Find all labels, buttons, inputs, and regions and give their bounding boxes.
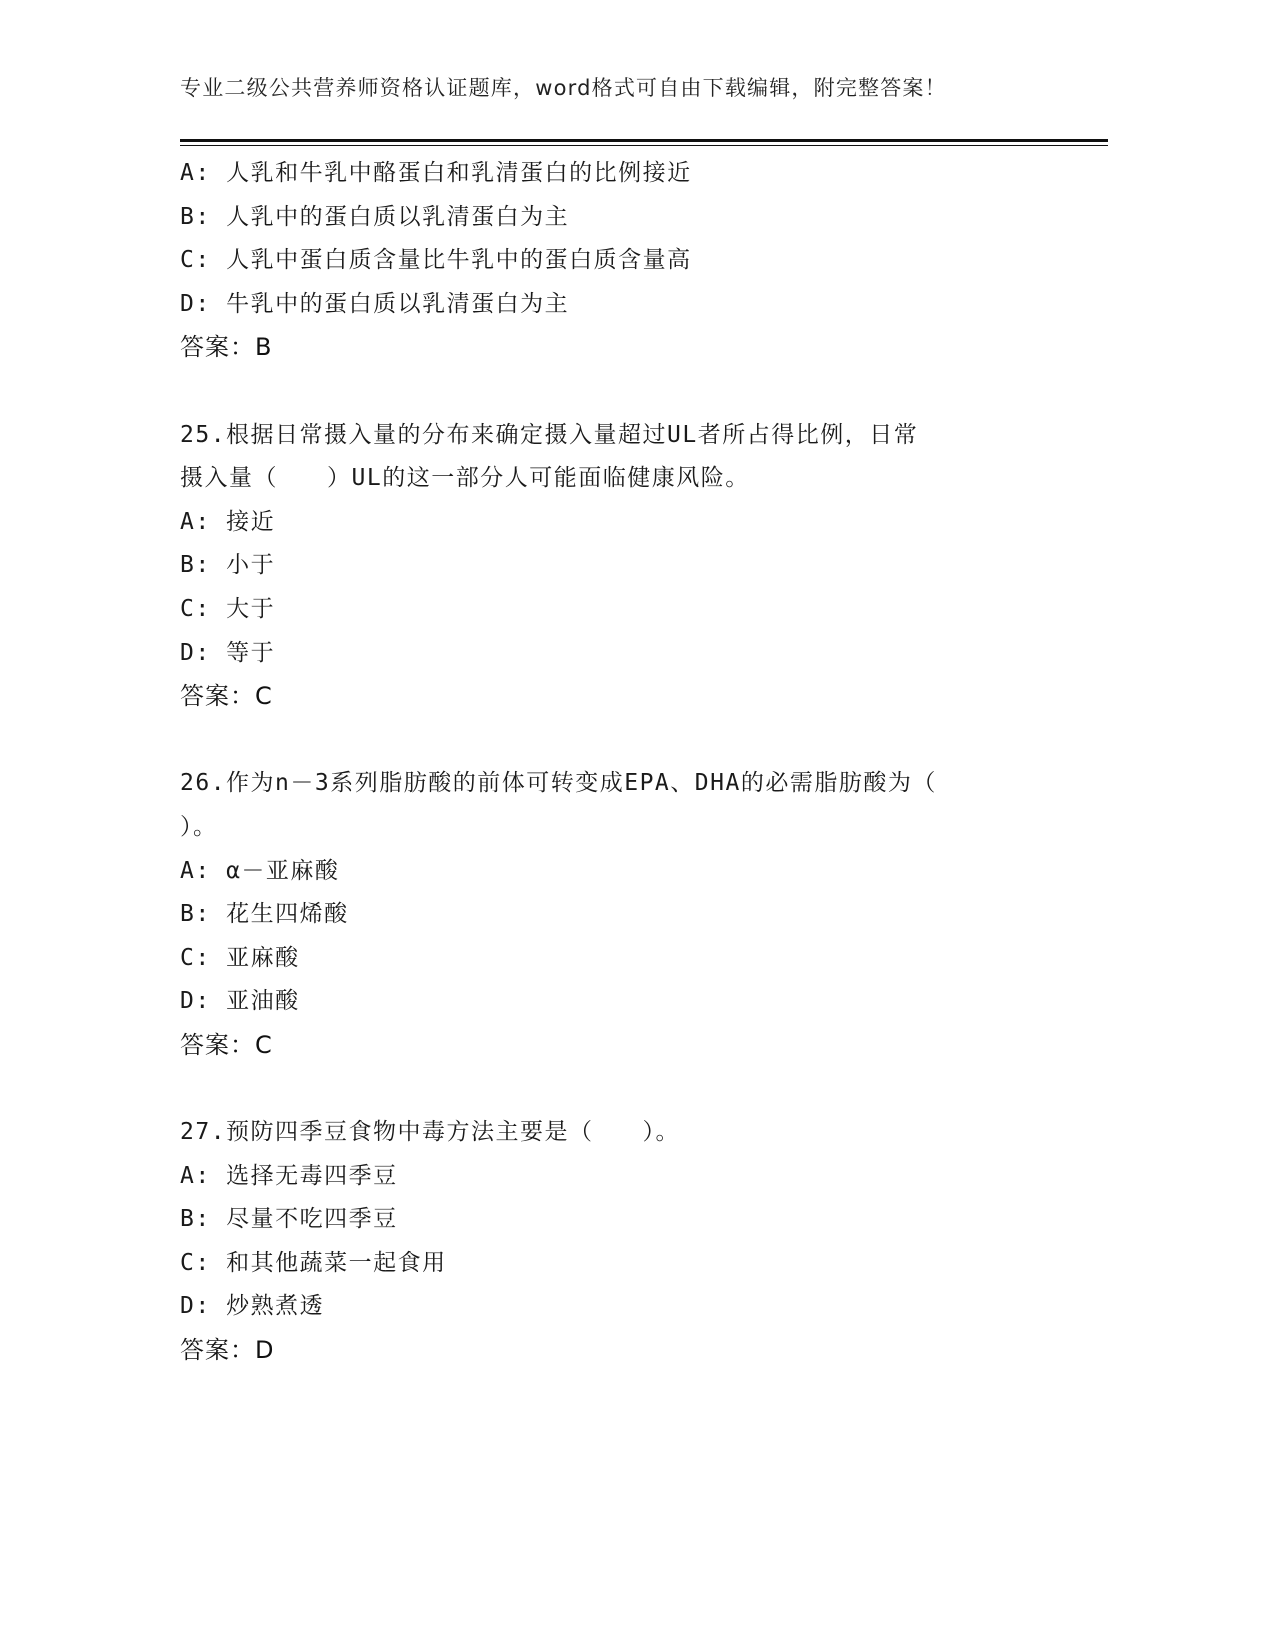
question-stem-line: 26.作为n－3系列脂肪酸的前体可转变成EPA、DHA的必需脂肪酸为（ bbox=[180, 770, 937, 797]
option-c: C: 人乳中蛋白质含量比牛乳中的蛋白质含量高 bbox=[180, 247, 692, 274]
option-b: B: 花生四烯酸 bbox=[180, 901, 349, 928]
question-stem-line: ）。 bbox=[180, 813, 218, 840]
answer-line: 答案：D bbox=[180, 1336, 274, 1365]
question-stem-line: 摄入量（ ）UL的这一部分人可能面临健康风险。 bbox=[180, 465, 750, 492]
option-b: B: 尽量不吃四季豆 bbox=[180, 1206, 398, 1233]
question-26 bbox=[180, 762, 1080, 1067]
question-content bbox=[180, 152, 1080, 1373]
option-d: D: 亚油酸 bbox=[180, 988, 300, 1015]
question-27 bbox=[180, 1111, 1080, 1373]
option-b: B: 人乳中的蛋白质以乳清蛋白为主 bbox=[180, 203, 570, 230]
header-rule-thick bbox=[180, 139, 1108, 142]
option-a: A: α－亚麻酸 bbox=[180, 857, 340, 884]
option-a: A: 人乳和牛乳中酪蛋白和乳清蛋白的比例接近 bbox=[180, 160, 692, 186]
question-stem-line: 27.预防四季豆食物中毒方法主要是（ ）。 bbox=[180, 1119, 681, 1146]
option-a: A: 接近 bbox=[180, 508, 276, 535]
page-header: 专业二级公共营养师资格认证题库，word格式可自由下载编辑，附完整答案！ bbox=[180, 76, 947, 100]
option-d: D: 牛乳中的蛋白质以乳清蛋白为主 bbox=[180, 290, 570, 317]
option-b: B: 小于 bbox=[180, 552, 276, 579]
answer-line: 答案：B bbox=[180, 333, 272, 362]
option-d: D: 等于 bbox=[180, 639, 276, 666]
question-stem-line: 25.根据日常摄入量的分布来确定摄入量超过UL者所占得比例，日常 bbox=[180, 421, 919, 448]
question-24-continued bbox=[180, 152, 1080, 370]
answer-line: 答案：C bbox=[180, 1030, 272, 1059]
option-d: D: 炒熟煮透 bbox=[180, 1293, 325, 1320]
header-rule-thin bbox=[180, 145, 1108, 146]
question-25 bbox=[180, 414, 1080, 719]
option-c: C: 和其他蔬菜一起食用 bbox=[180, 1249, 447, 1276]
option-a: A: 选择无毒四季豆 bbox=[180, 1162, 398, 1189]
answer-line: 答案：C bbox=[180, 682, 272, 711]
option-c: C: 大于 bbox=[180, 595, 276, 622]
option-c: C: 亚麻酸 bbox=[180, 944, 300, 971]
